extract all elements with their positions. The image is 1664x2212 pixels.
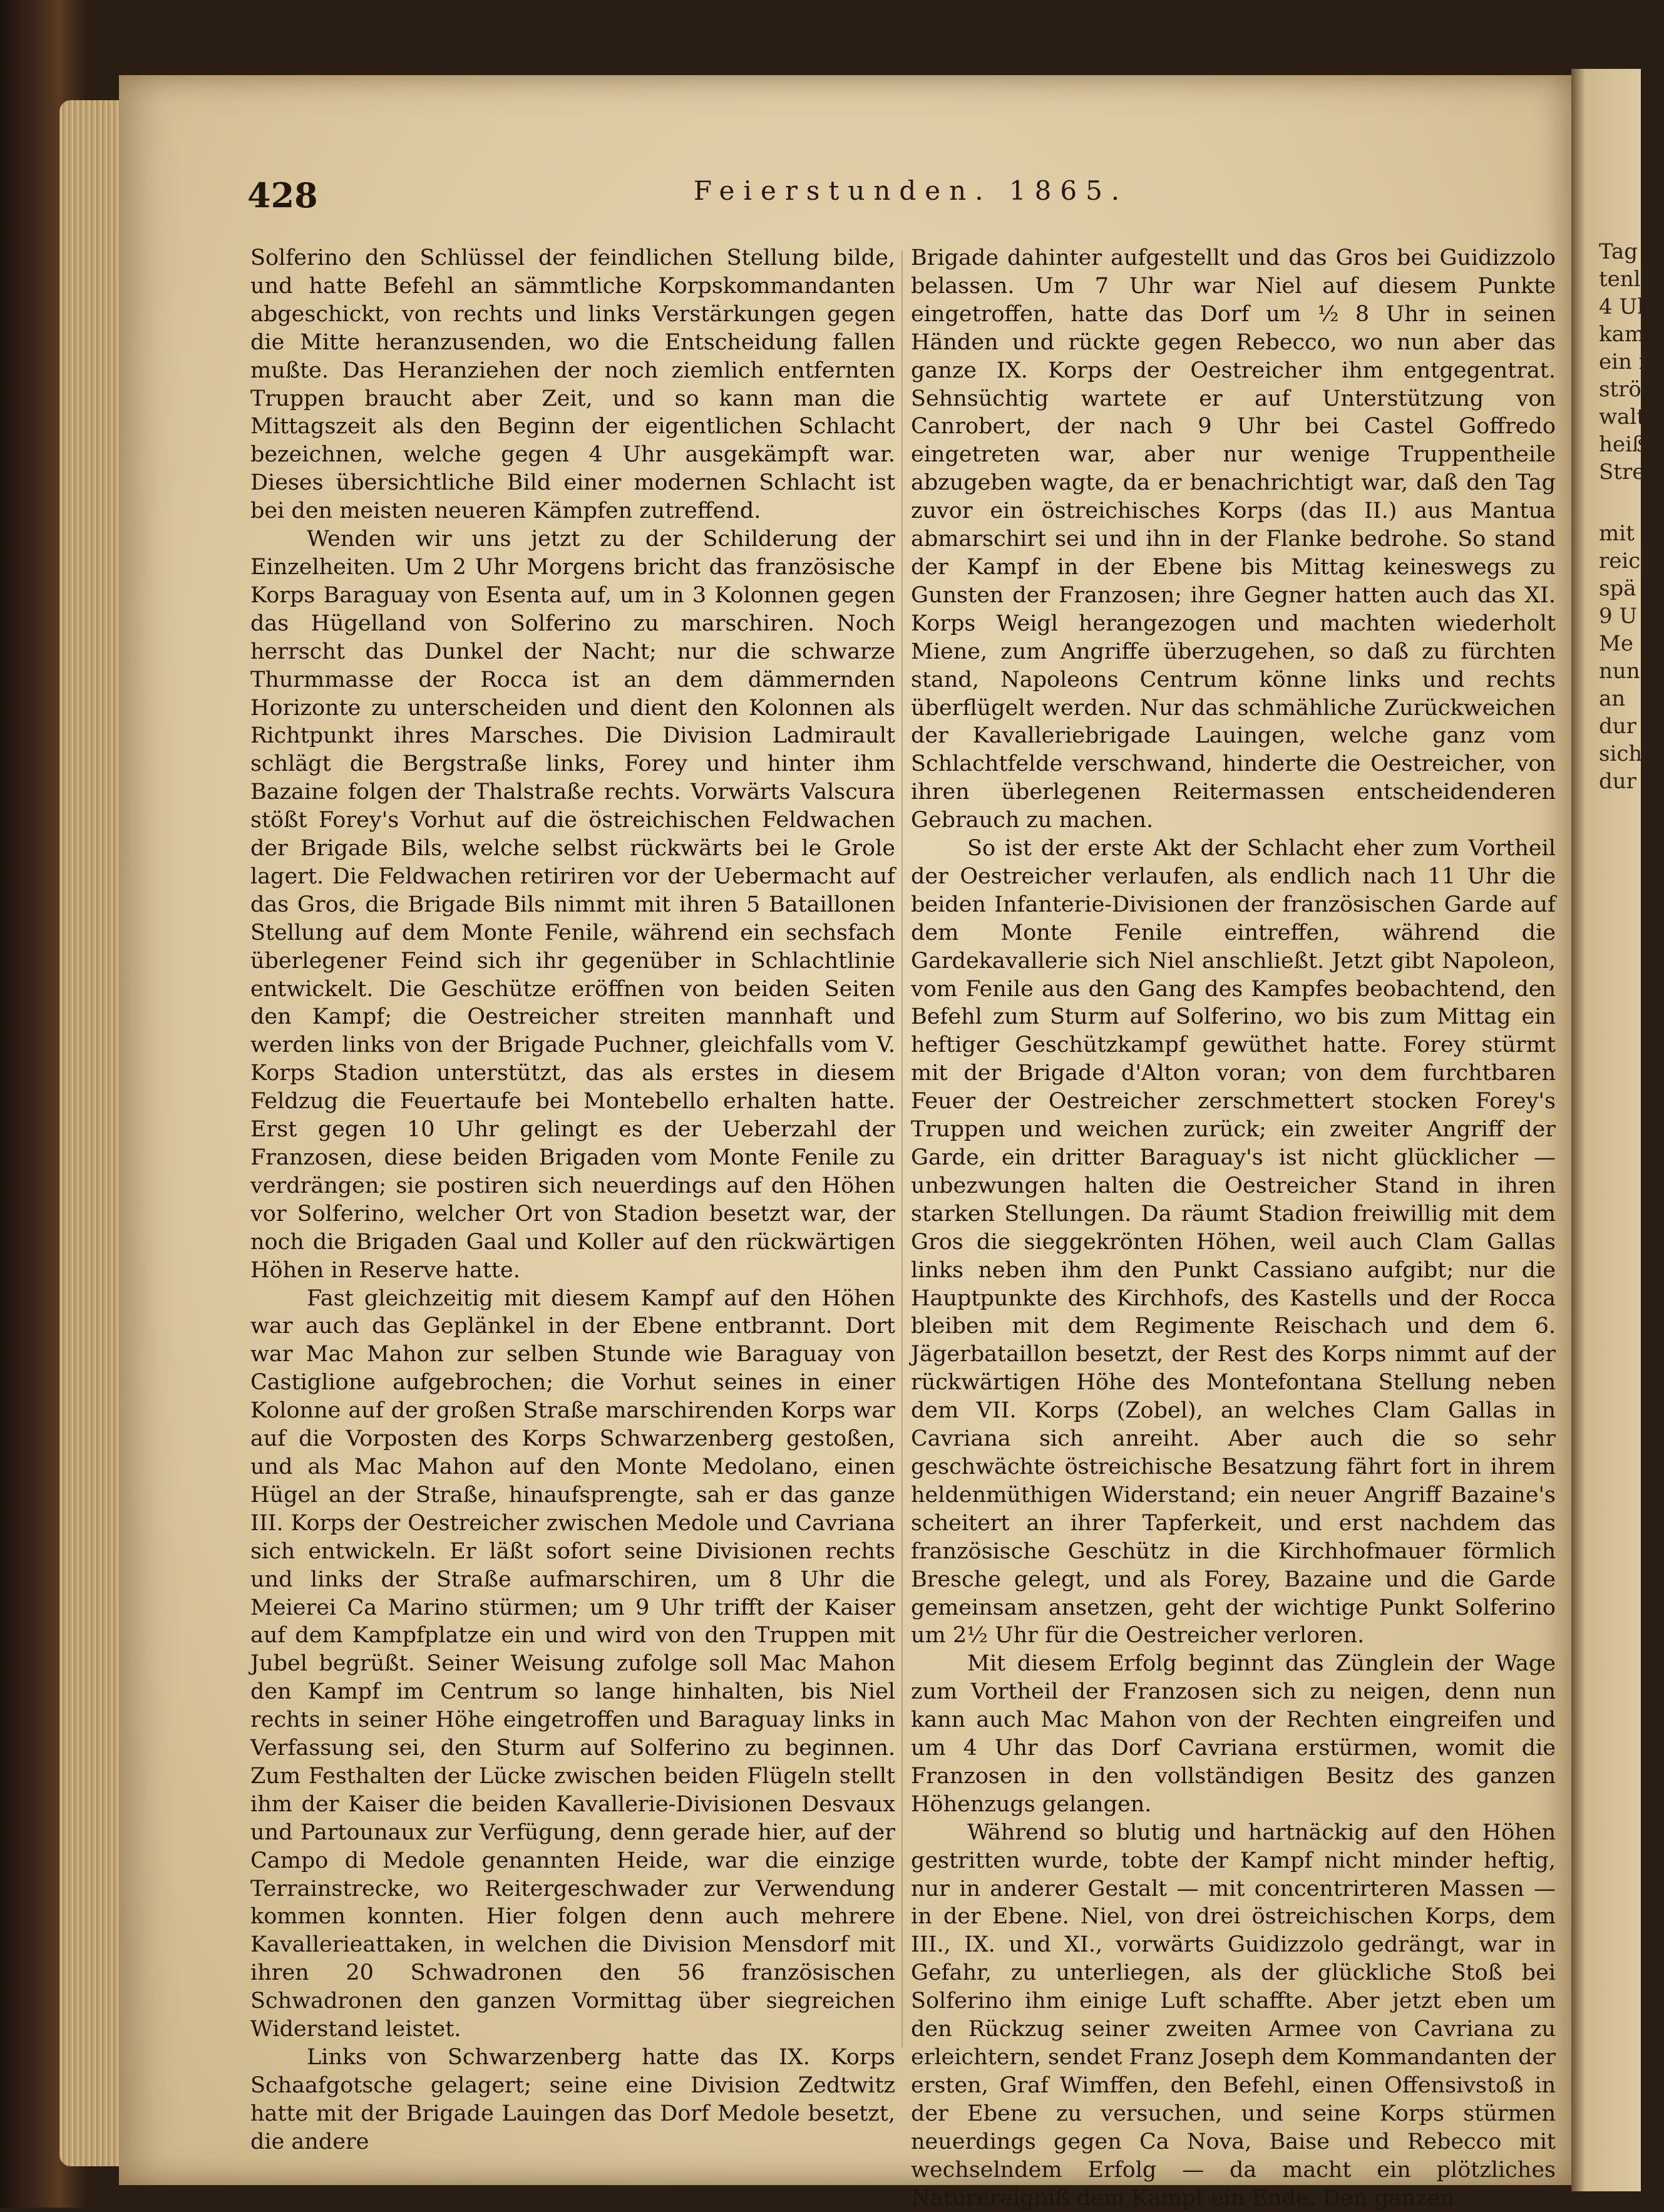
page-number: 428 xyxy=(247,175,318,215)
next-page-word: dur xyxy=(1599,714,1636,739)
next-page-word: kam l xyxy=(1599,322,1658,347)
next-page-word: an xyxy=(1599,686,1626,711)
next-page-word: Me xyxy=(1599,631,1633,656)
next-page-word: tenlos xyxy=(1599,267,1664,292)
next-page-word: Stre xyxy=(1599,460,1645,485)
next-page-word: 9 U xyxy=(1599,604,1638,629)
paragraph: So ist der erste Akt der Schlacht eher zum Vortheil der Oestreicher verlaufen, als endlich nach 11 Uhr die beiden Infanterie-Divisionen der französischen Garde auf dem Monte Fenile eintreffen, während die Gardekavallerie sich Niel anschließt. Jetzt gibt Napoleon, vom Fenile aus den Gang des Kampfes beobachtend, den Befehl zum Sturm auf Solferino, wo bis zum Mittag ein heftiger Geschützkampf gewüthet hatte. Forey stürmt mit der Brigade d'Alton voran; von dem furchtbaren Feuer der Oestreicher zerschmettert stocken Forey's Truppen und weichen zurück; ein zweiter Angriff der Garde, ein dritter Baraguay's ist nicht glücklicher — unbezwungen halten die Oestreicher Stand in ihren starken Stellungen. Da räumt Stadion freiwillig mit dem Gros die sieggekrönten Höhen, weil auch Clam Gallas links neben ihm den Punkt Cassiano aufgibt; nur die Hauptpunkte des Kirchhofs, des Kastells und der Rocca bleiben mit dem Regimente Reischach und dem 6. Jägerbataillon besetzt, der Rest des Korps nimmt auf der rückwärtigen Höhe des Montefontana Stellung neben dem VII. Korps (Zobel), an welches Clam Gallas in Cavriana sich anreiht. Aber auch die so sehr geschwächte östreichische Besatzung fährt fort in ihrem heldenmüthigen Widerstand; ein neuer Angriff Bazaine's scheitert an ihrer Tapferkeit, und erst nachdem das französische Geschütz in die Kirchhofmauer förmlich Bresche gelegt, und als Forey, Bazaine und die Garde gemeinsam ansetzen, geht der wichtige Punkt Solferino um 2½ Uhr für die Oestreicher verloren. xyxy=(911,836,1556,1649)
next-page-word: heiße xyxy=(1599,432,1659,457)
paragraph: Fast gleichzeitig mit diesem Kampf auf den Höhen war auch das Geplänkel in der Ebene entbrannt. Dort war Mac Mahon zur selben Stunde wie Baraguay von Castiglione aufgebrochen; die Vorhut seines in einer Kolonne auf der großen Straße marschirenden Korps war auf die Vorposten des Korps Schwarzenberg gestoßen, und als Mac Mahon auf den Monte Medolano, einen Hügel an der Straße, hinaufsprengte, sah er das ganze III. Korps der Oestreicher zwischen Medole und Cavriana sich entwickeln. Er läßt sofort seine Divisionen rechts und links der Straße aufmarschiren, um 8 Uhr die Meierei Ca Marino stürmen; um 9 Uhr trifft der Kaiser auf dem Kampfplatze ein und wird von den Truppen mit Jubel begrüßt. Seiner Weisung zufolge soll Mac Mahon den Kampf im Centrum so lange hinhalten, bis Niel rechts in seiner Höhe eingetroffen und Baraguay links in Verfassung sei, den Sturm auf Solferino zu beginnen. Zum Festhalten der Lücke zwischen beiden Flügeln stellt ihm der Kaiser die beiden Kavallerie-Divisionen Desvaux und Partounaux zur Verfügung, denn gerade hier, auf der Campo di Medole genannten Heide, war die einzige Terrainstrecke, wo Reitergeschwader zur Verwendung kommen konnten. Hier folgen denn auch mehrere Kavallerieattaken, in welchen die Division Mensdorf mit ihren 20 Schwadronen den 56 französischen Schwadronen den ganzen Vormittag über siegreichen Widerstand leistet. xyxy=(250,1285,895,2042)
next-page-fragment-b xyxy=(1571,520,1655,795)
running-title: Feierstunden. 1865. xyxy=(693,175,1129,206)
next-page-word: dur xyxy=(1599,769,1636,794)
next-page-fragment-a xyxy=(1571,238,1664,486)
next-page-word: mit xyxy=(1599,521,1635,546)
paragraph: Wenden wir uns jetzt zu der Schilderung der Einzelheiten. Um 2 Uhr Morgens bricht das französische Korps Baraguay von Esenta auf, um in 3 Kolonnen gegen das Hügelland von Solferino zu marschiren. Noch herrscht das Dunkel der Nacht; nur die schwarze Thurmmasse der Rocca ist an dem dämmernden Horizonte zu unterscheiden und dient den Kolonnen als Richtpunkt ihres Marsches. Die Division Ladmirault schlägt die Bergstraße links, Forey und hinter ihm Bazaine folgen der Thalstraße rechts. Vorwärts Valscura stößt Forey's Vorhut auf die östreichischen Feldwachen der Brigade Bils, welche selbst rückwärts bei le Grole lagert. Die Feldwachen retiriren vor der Uebermacht auf das Gros, die Brigade Bils nimmt mit ihren 5 Bataillonen Stellung auf dem Monte Fenile, während ein sechsfach überlegener Feind sich ihr gegenüber in Schlachtlinie entwickelt. Die Geschütze eröffnen von beiden Seiten den Kampf; die Oestreicher streiten mannhaft und werden links von der Brigade Puchner, gleichfalls vom V. Korps Stadion unterstützt, das als erstes in diesem Feldzug die Feuertaufe bei Montebello erhalten hatte. Erst gegen 10 Uhr gelingt es der Ueberzahl der Franzosen, diese beiden Brigaden vom Monte Fenile zu verdrängen; sie postiren sich neuerdings auf den Höhen vor Solferino, welcher Ort von Stadion besetzt war, der noch die Brigaden Gaal und Koller auf den rückwärtigen Höhen in Reserve hatte. xyxy=(250,527,895,1283)
left-column xyxy=(250,244,895,2156)
next-page-word: spä xyxy=(1599,576,1636,601)
next-page-word: ein f xyxy=(1599,349,1647,374)
next-page-word: 4 Uh xyxy=(1599,294,1651,319)
next-page-word: Tag xyxy=(1599,239,1638,264)
paragraph: Brigade dahinter aufgestellt und das Gros bei Guidizzolo belassen. Um 7 Uhr war Niel auf diesem Punkte eingetroffen, hatte das Dorf um ½ 8 Uhr in seinen Händen und rückte gegen Rebecco, wo nun aber das ganze IX. Korps der Oestreicher ihm entgegentrat. Sehnsüchtig wartete er auf Unterstützung von Canrobert, der nach 9 Uhr bei Castel Goffredo eingetreten war, aber nur wenige Truppentheile abzugeben wagte, da er benachrichtigt war, daß den Tag zuvor ein östreichisches Korps (das II.) aus Mantua abmarschirt sei und ihn in der Flanke bedrohe. So stand der Kampf in der Ebene bis Mittag keineswegs zu Gunsten der Franzosen; ihre Gegner hatten auch das XI. Korps Weigl herangezogen und machten wiederholt Miene, zum Angriffe überzugehen, so daß zu fürchten stand, Napoleons Centrum könne links und rechts überflügelt werden. Nur das schmähliche Zurückweichen der Kavalleriebrigade Lauingen, welche ganz vom Schlachtfelde verschwand, hinderte die Oestreicher, von ihren überlegenen Reitermassen entscheidenderen Gebrauch zu machen. xyxy=(911,245,1556,833)
next-page-word: nun xyxy=(1599,659,1640,684)
paragraph: Während so blutig und hartnäckig auf den Höhen gestritten wurde, tobte der Kampf nicht minder heftig, nur in anderer Gestalt — mit concentrirteren Massen — in der Ebene. Niel, von drei östreichischen Korps, dem III., IX. und XI., vorwärts Guidizzolo gedrängt, war in Gefahr, zu unterliegen, als der glückliche Stoß bei Solferino ihm einige Luft schaffte. Aber jetzt eben um den Rückzug seiner zweiten Armee von Cavriana zu erleichtern, sendet Franz Joseph dem Kommandanten der ersten, Graf Wimffen, den Befehl, einen Offensivstoß in der Ebene zu versuchen, und seine Korps stürmen neuerdings gegen Ca Nova, Baise und Rebecco mit wechselndem Erfolg — da macht ein plötzliches Naturereigniß dem Kampf ein Ende. Den ganzen xyxy=(911,1819,1556,2211)
paragraph: Solferino den Schlüssel der feindlichen Stellung bilde, und hatte Befehl an sämmtliche Korpskommandanten abgeschickt, von rechts und links Verstärkungen gegen die Mitte heranzusenden, wo die Entscheidung fallen mußte. Das Heranziehen der noch ziemlich entfernten Truppen braucht aber Zeit, und so kann man die Mittagszeit als den Beginn der eigentlichen Schlacht bezeichnen, welche gegen 4 Uhr ausgekämpft war. Dieses übersichtliche Bild einer modernen Schlacht ist bei den meisten neueren Kämpfen zutreffend. xyxy=(250,245,895,524)
next-page-word: walt xyxy=(1599,404,1645,430)
next-page-word: sich xyxy=(1599,741,1643,766)
next-page-word: ström xyxy=(1599,377,1662,402)
next-page-edge xyxy=(1571,69,1664,2191)
page-header xyxy=(247,175,1574,219)
paragraph: Links von Schwarzenberg hatte das IX. Korps Schaafgotsche gelagert; seine eine Division Zedtwitz hatte mit der Brigade Lauingen das Dorf Medole besetzt, die andere xyxy=(250,2045,895,2154)
right-column xyxy=(911,244,1556,2212)
paragraph: Mit diesem Erfolg beginnt das Zünglein der Wage zum Vortheil der Franzosen sich zu neigen, denn nun kann auch Mac Mahon von der Rechten eingreifen und um 4 Uhr das Dorf Cavriana erstürmen, womit die Franzosen in den vollständigen Besitz des ganzen Höhenzugs gelangen. xyxy=(911,1651,1556,1817)
next-page-word: reich xyxy=(1599,548,1655,574)
column-divider xyxy=(901,250,903,2047)
